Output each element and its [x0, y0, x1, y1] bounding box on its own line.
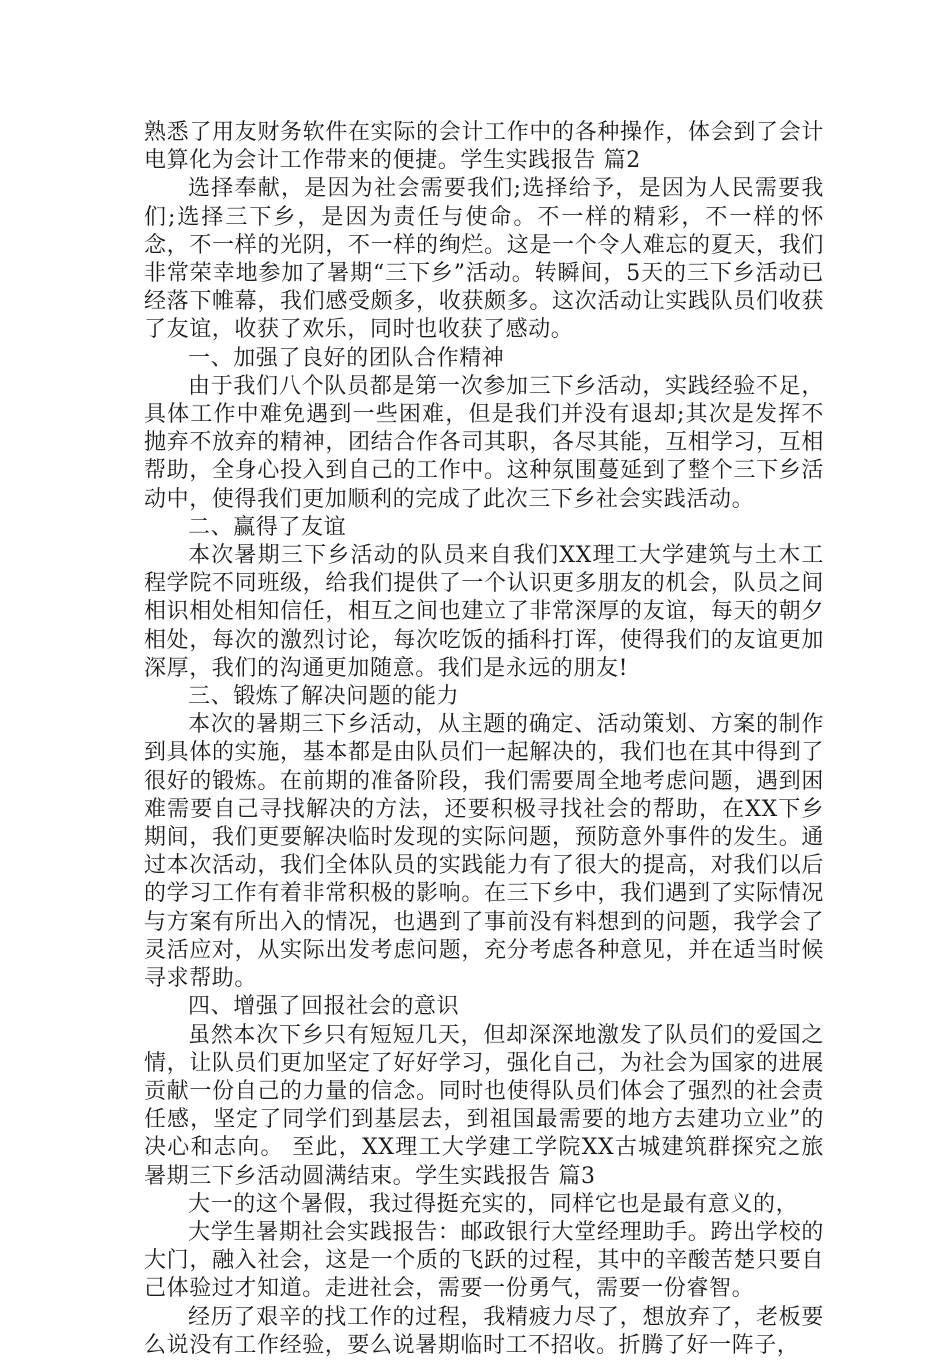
section-heading-teamwork: 一、加强了良好的团队合作精神 [188, 345, 505, 371]
paragraph-teamwork: 由于我们八个队员都是第一次参加三下乡活动，实践经验不足，具体工作中难免遇到一些困难，但是我们并没有退却;其次是发挥不抛弃不放弃的精神，团结合作各司其职，各尽其能，互相学习，互相帮助，全身心投入到自己的工作中。这种氛围蔓延到了整个三下乡活动中，使得我们更加顺利的完成了此次三下乡社会实践活动。 [144, 373, 824, 512]
paragraph-dedication: 选择奉献，是因为社会需要我们;选择给予，是因为人民需要我们;选择三下乡，是因为责任与使命。不一样的精彩，不一样的怀念，不一样的光阴，不一样的绚烂。这是一个令人难忘的夏天，我们非常荣幸地参加了暑期“三下乡”活动。转瞬间，5天的三下乡活动已经落下帷幕，我们感受颇多，收获颇多。这次活动让实践队员们收获了友谊，收获了欢乐，同时也收获了感动。 [144, 176, 824, 343]
paragraph-summer-intro: 大一的这个暑假，我过得挺充实的，同样它也是最有意义的， [188, 1191, 799, 1217]
section-heading-problem-solving: 三、锻炼了解决问题的能力 [188, 684, 460, 710]
paragraph-problem-solving: 本次的暑期三下乡活动，从主题的确定、活动策划、方案的制作到具体的实施，基本都是由队员们一起解决的，我们也在其中得到了很好的锻炼。在前期的准备阶段，我们需要周全地考虑问题，遇到困难需要自己寻找解决的方法，还要积极寻找社会的帮助，在XX下乡期间，我们更要解决临时发现的实际问题，预防意外事件的发生。通过本次活动，我们全体队员的实践能力有了很大的提高，对我们以后的学习工作有着非常积极的影响。在三下乡中，我们遇到了实际情况与方案有所出入的情况，也遇到了事前没有料想到的问题，我学会了灵活应对，从实际出发考虑问题，充分考虑各种意见，并在适当时候寻求帮助。 [144, 712, 824, 992]
document-page [144, 119, 824, 1360]
paragraph-friendship: 本次暑期三下乡活动的队员来自我们XX理工大学建筑与土木工程学院不同班级，给我们提供了一个认识更多朋友的机会，队员之间相识相处相知信任，相互之间也建立了非常深厚的友谊，每天的朝夕相处，每次的激烈讨论，每次吃饭的插科打诨，使得我们的友谊更加深厚，我们的沟通更加随意。我们是永远的朋友! [144, 543, 824, 681]
section-heading-social-awareness: 四、增强了回报社会的意识 [188, 994, 460, 1020]
paragraph-social-awareness: 虽然本次下乡只有短短几天，但却深深地激发了队员们的爱国之情，让队员们更加坚定了好好学习，强化自己，为社会为国家的进展贡献一份自己的力量的信念。同时也使得队员们体会了强烈的社会责任感，坚定了同学们到基层去，到祖国最需要的地方去建功立业”的决心和志向。 至此，XX理工大学建工学院XX古城建筑群探究之旅暑期三下乡活动圆满结束。学生实践报告 篇3 [144, 1022, 824, 1189]
paragraph-intro: 熟悉了用友财务软件在实际的会计工作中的各种操作，体会到了会计电算化为会计工作带来的便捷。学生实践报告 篇2 [144, 120, 824, 174]
paragraph-bank-assistant: 大学生暑期社会实践报告：邮政银行大堂经理助手。跨出学校的大门，融入社会，这是一个质的飞跃的过程，其中的辛酸苦楚只要自己体验过才知道。走进社会，需要一份勇气，需要一份睿智。 [144, 1219, 824, 1302]
paragraph-job-search: 经历了艰辛的找工作的过程，我精疲力尽了，想放弃了，老板要么说没有工作经验，要么说暑期临时工不招收。折腾了好一阵子， [144, 1304, 824, 1358]
section-heading-friendship: 二、赢得了友谊 [188, 514, 347, 540]
